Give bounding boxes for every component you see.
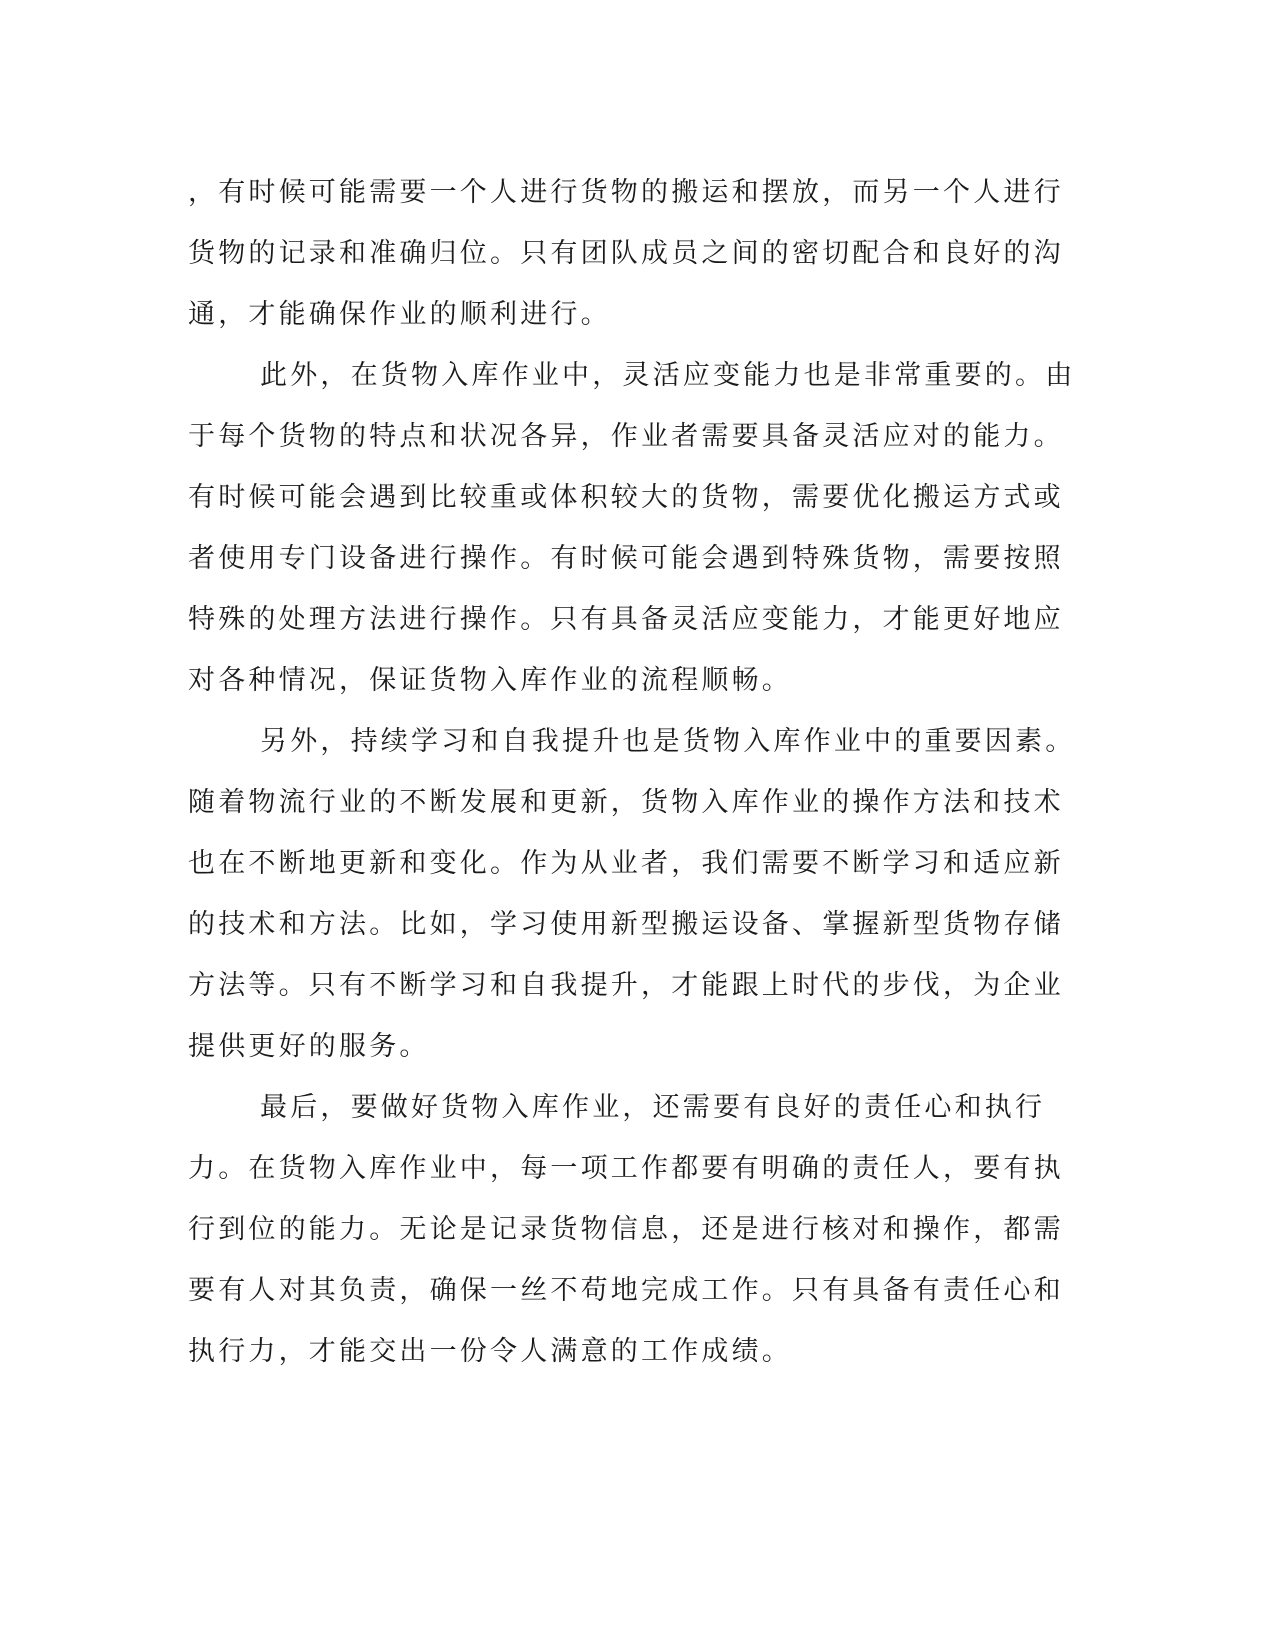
document-body [188, 162, 1078, 1382]
paragraph-1-continuation: ，有时候可能需要一个人进行货物的搬运和摆放，而另一个人进行货物的记录和准确归位。只有团队成员之间的密切配合和良好的沟通，才能确保作业的顺利进行。 [188, 177, 1064, 330]
paragraph-3: 另外，持续学习和自我提升也是货物入库作业中的重要因素。随着物流行业的不断发展和更新，货物入库作业的操作方法和技术也在不断地更新和变化。作为从业者，我们需要不断学习和适应新的技术和方法。比如，学习使用新型搬运设备、掌握新型货物存储方法等。只有不断学习和自我提升，才能跟上时代的步伐，为企业提供更好的服务。 [188, 726, 1076, 1062]
paragraph-2: 此外，在货物入库作业中，灵活应变能力也是非常重要的。由于每个货物的特点和状况各异，作业者需要具备灵活应对的能力。有时候可能会遇到比较重或体积较大的货物，需要优化搬运方式或者使用专门设备进行操作。有时候可能会遇到特殊货物，需要按照特殊的处理方法进行操作。只有具备灵活应变能力，才能更好地应对各种情况，保证货物入库作业的流程顺畅。 [188, 360, 1076, 696]
paragraph-4: 最后，要做好货物入库作业，还需要有良好的责任心和执行力。在货物入库作业中，每一项工作都要有明确的责任人，要有执行到位的能力。无论是记录货物信息，还是进行核对和操作，都需要有人对其负责，确保一丝不苟地完成工作。只有具备有责任心和执行力，才能交出一份令人满意的工作成绩。 [188, 1092, 1064, 1367]
